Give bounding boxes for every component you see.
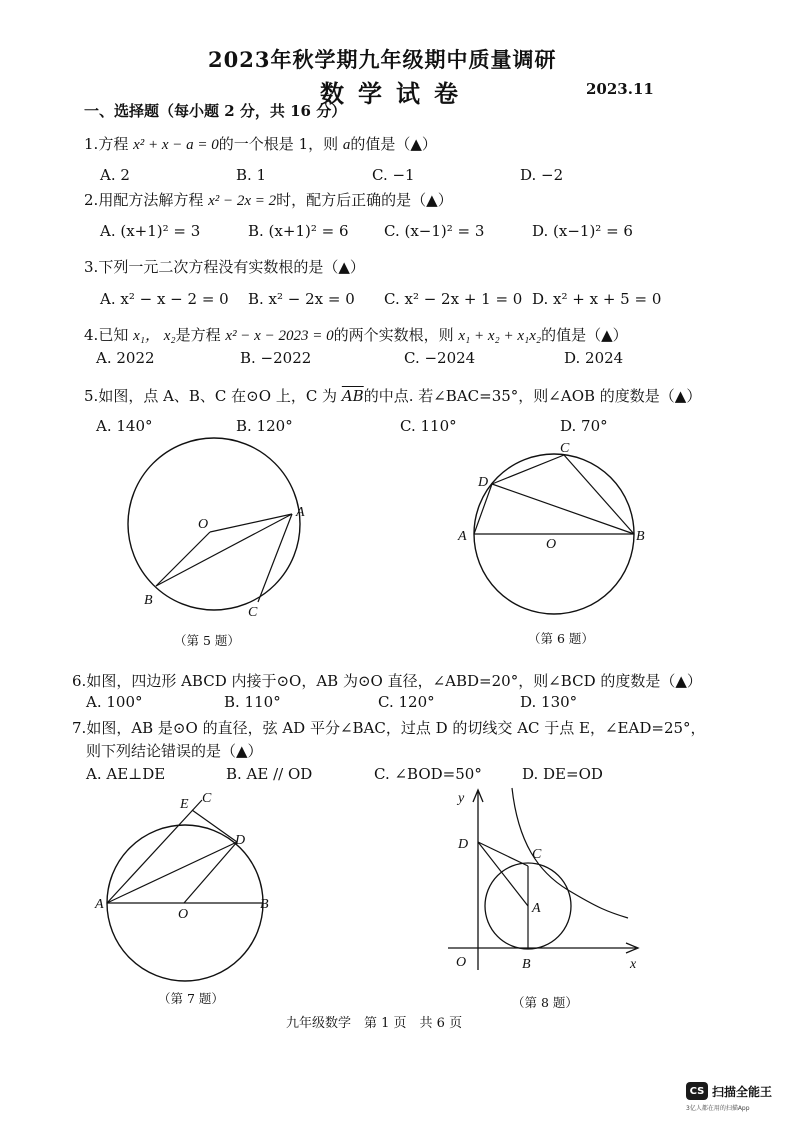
question-7: 7.如图，AB 是⊙O 的直径，弦 AD 平分∠BAC，过点 D 的切线交 AC 于点 E，∠EAD=25°， [72, 719, 706, 737]
section-title: 一、选择题（每小题 2 分，共 16 分） [84, 102, 347, 120]
fig6-label-C: C [560, 441, 570, 456]
q3-option-d: D. x² + x + 5 = 0 [532, 290, 662, 308]
fig7-segment-OD [184, 842, 237, 903]
fig6-segment-DC [492, 455, 564, 484]
scanner-logo-icon: CS [686, 1082, 708, 1100]
fig5-caption: （第 5 题） [174, 633, 240, 648]
q6-option-c: C. 120° [378, 693, 435, 711]
fig7-caption: （第 7 题） [158, 991, 224, 1006]
q5-option-d: D. 70° [560, 417, 608, 435]
fig7-label-C: C [202, 791, 212, 806]
exam-subtitle: 数学试卷 [320, 79, 472, 108]
fig5-label-O: O [198, 517, 209, 532]
figure-6 [452, 436, 652, 616]
question-3: 3.下列一元二次方程没有实数根的是（▲） [84, 258, 365, 276]
figure-7 [94, 788, 284, 988]
fig7-label-A: A [95, 897, 104, 912]
fig8-label-B: B [522, 957, 531, 972]
fig5-label-B: B [144, 593, 153, 608]
fig6-label-A: A [458, 529, 467, 544]
question-7-line-2: 则下列结论错误的是（▲） [86, 742, 263, 760]
figure-5 [118, 434, 318, 624]
fig5-segment-OA [210, 514, 292, 532]
fig6-label-O: O [546, 537, 557, 552]
fig5-segment-AC [258, 514, 292, 602]
fig6-segment-DB [492, 484, 634, 534]
fig7-segment-AC [107, 800, 202, 903]
q5-option-c: C. 110° [400, 417, 457, 435]
q3-option-b: B. x² − 2x = 0 [248, 290, 355, 308]
fig5-label-C: C [248, 605, 258, 620]
q1-option-a: A. 2 [100, 166, 130, 184]
question-4: 4.已知 x₁， x₂是方程 x² − x − 2023 = 0的两个实数根，则 x₁ + x₂ + x₁x₂的值是（▲） [84, 326, 628, 344]
q2-option-d: D. (x−1)² = 6 [532, 222, 633, 240]
fig8-label-A: A [532, 901, 541, 916]
fig8-caption: （第 8 题） [512, 995, 578, 1010]
fig8-label-y: y [458, 791, 465, 806]
q4-option-c: C. −2024 [404, 349, 476, 367]
question-1: 1.方程 x² + x − a = 0的一个根是 1，则 a的值是（▲） [84, 135, 437, 153]
q7-option-b: B. AE // OD [226, 765, 313, 783]
fig7-label-B: B [260, 897, 269, 912]
q2-option-c: C. (x−1)² = 3 [384, 222, 485, 240]
q3-option-c: C. x² − 2x + 1 = 0 [384, 290, 523, 308]
fig8-label-D: D [458, 837, 469, 852]
q6-option-d: D. 130° [520, 693, 578, 711]
fig8-label-O: O [456, 955, 467, 970]
scanner-tagline: 3亿人都在用的扫描App [686, 1105, 750, 1112]
q1-option-b: B. 1 [236, 166, 267, 184]
q4-option-a: A. 2022 [96, 349, 155, 367]
scanner-app-name: 扫描全能王 [712, 1085, 773, 1099]
q6-option-b: B. 110° [224, 693, 281, 711]
q2-option-b: B. (x+1)² = 6 [248, 222, 349, 240]
exam-title: 2023年秋学期九年级期中质量调研 [208, 47, 557, 72]
q5-option-a: A. 140° [96, 417, 153, 435]
q1-option-c: C. −1 [372, 166, 415, 184]
fig5-segment-AB [156, 514, 292, 586]
fig6-caption: （第 6 题） [528, 631, 594, 646]
fig8-segment-DC [478, 842, 528, 866]
figure-8 [448, 782, 648, 978]
fig8-label-C: C [532, 847, 542, 862]
fig6-label-B: B [636, 529, 645, 544]
q7-option-d: D. DE=OD [522, 765, 603, 783]
fig7-label-E: E [180, 797, 189, 812]
q5-option-b: B. 120° [236, 417, 293, 435]
fig6-label-D: D [478, 475, 489, 490]
fig5-label-A: A [296, 505, 305, 520]
page-footer: 九年级数学 第 1 页 共 6 页 [286, 1016, 463, 1031]
fig7-label-D: D [235, 833, 246, 848]
q4-option-d: D. 2024 [564, 349, 624, 367]
question-2: 2.用配方法解方程 x² − 2x = 2时，配方后正确的是（▲） [84, 191, 453, 209]
q4-option-b: B. −2022 [240, 349, 312, 367]
fig6-segment-AD [474, 484, 492, 534]
q2-option-a: A. (x+1)² = 3 [100, 222, 201, 240]
fig5-segment-OB [156, 532, 210, 586]
fig7-label-O: O [178, 907, 189, 922]
q6-option-a: A. 100° [86, 693, 143, 711]
q7-option-c: C. ∠BOD=50° [374, 765, 482, 783]
q7-option-a: A. AE⊥DE [86, 765, 166, 783]
q3-option-a: A. x² − x − 2 = 0 [100, 290, 229, 308]
fig8-label-x: x [630, 957, 637, 972]
q1-option-d: D. −2 [520, 166, 564, 184]
exam-date: 2023.11 [586, 80, 654, 98]
question-5: 5.如图，点 A、B、C 在⊙O 上，C 为 $\overline{AB}$的中点. 若∠BAC=35°，则∠AOB 的度数是（▲） [84, 387, 702, 405]
question-6: 6.如图，四边形 ABCD 内接于⊙O，AB 为⊙O 直径，∠ABD=20°，则∠BCD 的度数是（▲） [72, 672, 702, 690]
